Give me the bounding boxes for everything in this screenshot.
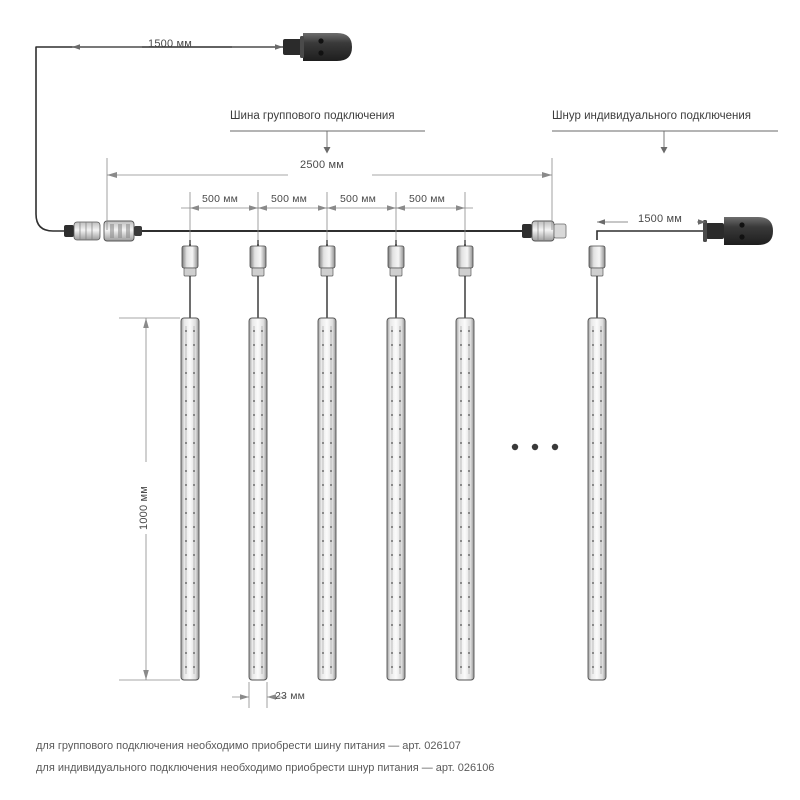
right-power-cord (597, 231, 712, 240)
icicle-tube (387, 240, 405, 680)
dim-width-label: 23 мм (275, 690, 306, 702)
dim-segment-label-1: 500 мм (202, 193, 239, 205)
dim-segment-label-2: 500 мм (271, 193, 308, 205)
bus-left-connector (104, 221, 142, 241)
dim-right-cord-label: 1500 мм (638, 213, 683, 225)
dim-total-label: 2500 мм (300, 159, 345, 171)
individual-cord-title: Шнур индивидуального подключения (552, 110, 751, 122)
icicle-tube (181, 240, 199, 680)
continuation-dots (512, 444, 558, 450)
left-power-cord (36, 47, 290, 231)
icicle-tube (249, 240, 267, 680)
icicle-tube-individual (588, 246, 606, 680)
left-euro-plug-icon (283, 33, 352, 61)
note-individual-connection: для индивидуального подключения необходимо приобрести шнур питания — арт. 026106 (36, 762, 495, 774)
icicle-tube (318, 240, 336, 680)
dim-height-label: 1000 мм (138, 485, 150, 530)
individual-cord-title-pointer (552, 131, 778, 154)
group-bus-title: Шина группового подключения (230, 110, 395, 122)
right-euro-plug-icon (703, 217, 773, 245)
bus-right-connector (522, 221, 566, 241)
dim-segment-label-4: 500 мм (409, 193, 446, 205)
note-group-connection: для группового подключения необходимо приобрести шину питания — арт. 026107 (36, 740, 461, 752)
group-bus-title-pointer (230, 131, 425, 154)
dim-segment-label-3: 500 мм (340, 193, 377, 205)
left-cord-connector (64, 222, 100, 240)
dim-left-cord-label: 1500 мм (148, 38, 193, 50)
icicle-tube (456, 240, 474, 680)
